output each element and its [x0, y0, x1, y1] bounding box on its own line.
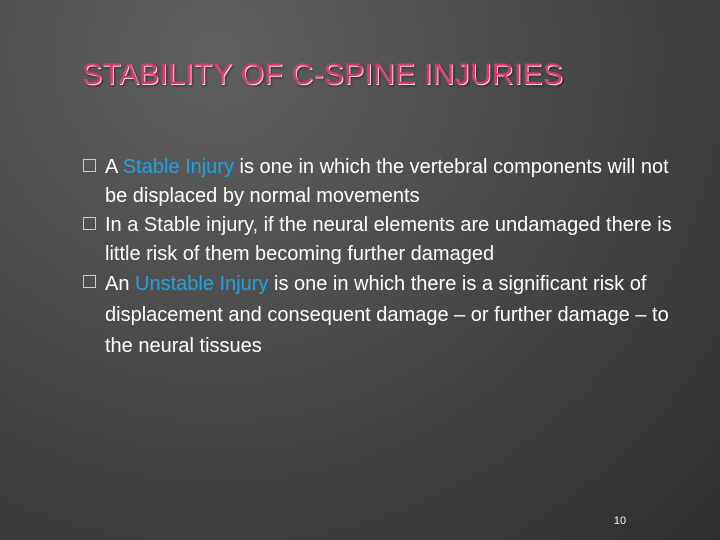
bullet-text-pre: A	[105, 156, 123, 178]
square-bullet-icon	[83, 275, 96, 288]
bullet-text-pre: In a Stable injury, if the neural elements are undamaged there is little risk of them becoming further damaged	[105, 214, 672, 265]
bullet-item	[0, 153, 720, 211]
bullet-text-post: is one in which the vertebral components will not be displaced by normal movements	[105, 156, 669, 207]
bullet-text-post: is one in which there is a significant risk of displacement and consequent damage – or further damage – to the neural tissues	[105, 273, 669, 357]
bullet-highlight: Unstable Injury	[135, 273, 269, 295]
bullet-list	[0, 153, 720, 362]
square-bullet-icon	[83, 217, 96, 230]
bullet-item	[0, 269, 720, 362]
bullet-item	[0, 211, 720, 269]
bullet-highlight: Stable Injury	[122, 156, 234, 178]
page-number: 10	[613, 515, 627, 527]
square-bullet-icon	[83, 159, 96, 172]
bullet-text-pre: An	[105, 273, 136, 295]
slide-title: STABILITY OF C-SPINE INJURIES	[82, 58, 564, 91]
